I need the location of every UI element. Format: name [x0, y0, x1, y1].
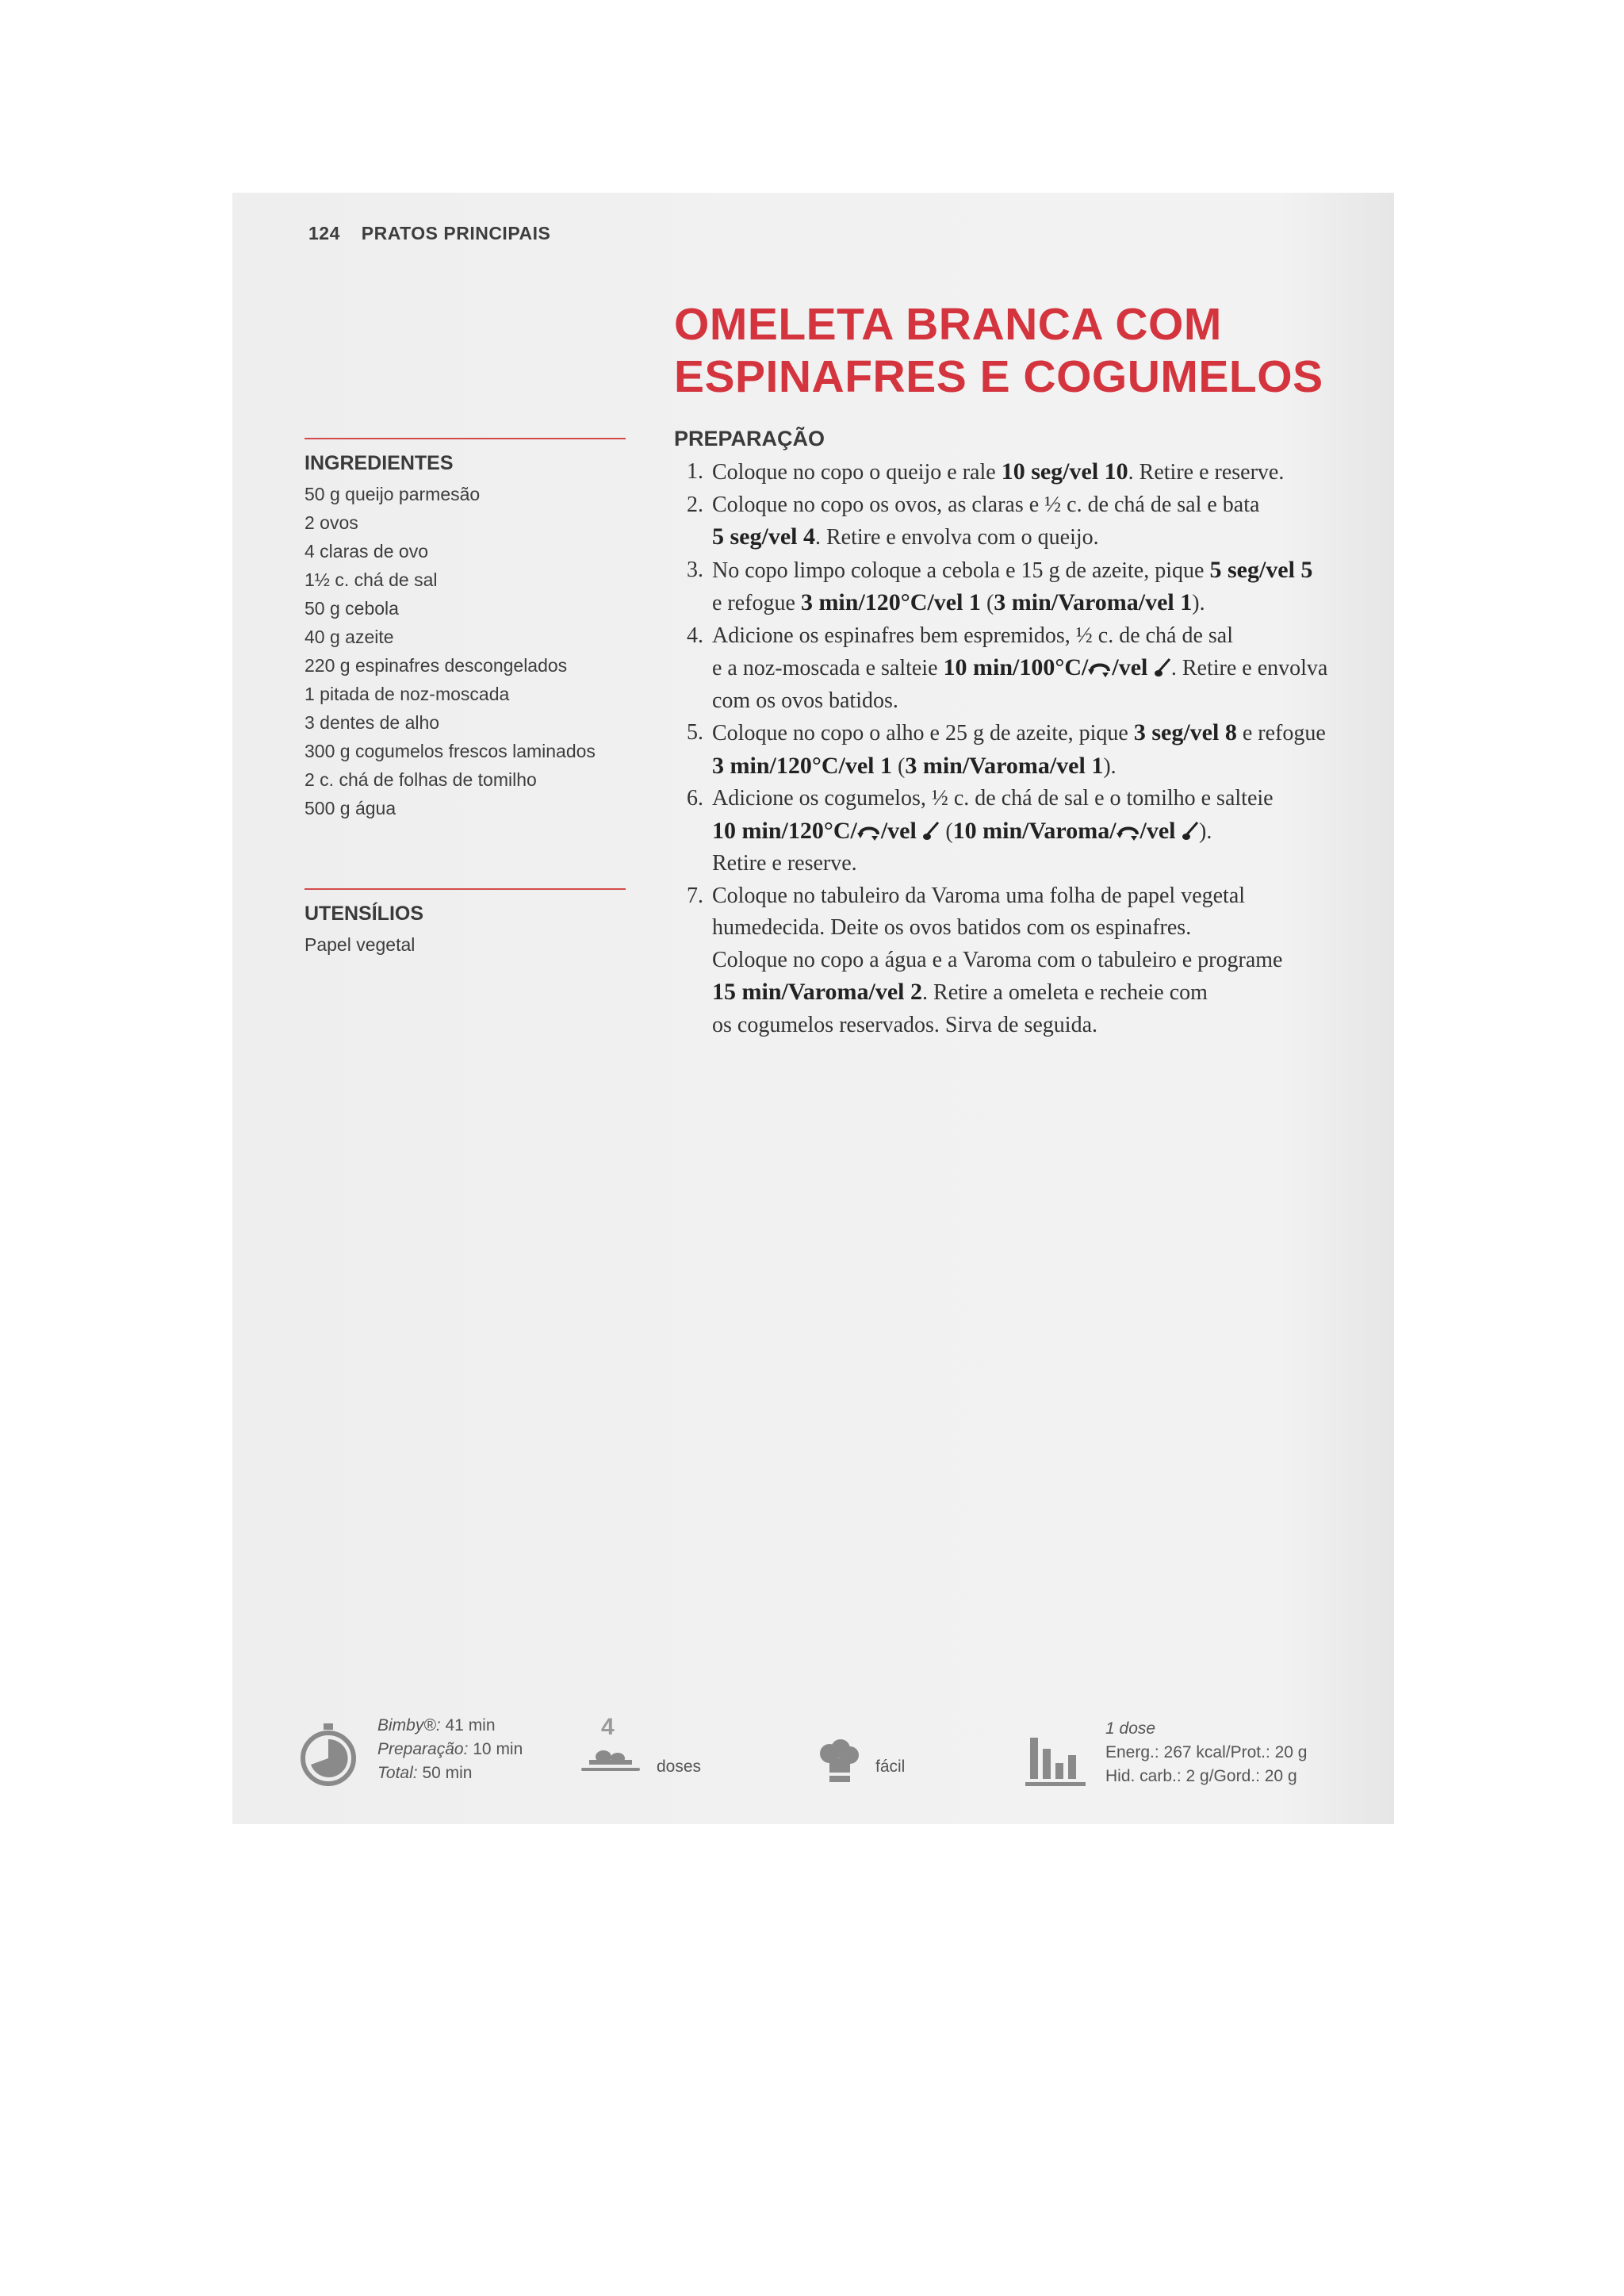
step-7 — [674, 880, 1356, 1042]
ingredients-divider — [304, 438, 626, 439]
step-text: Coloque no tabuleiro da Varoma uma folha de papel vegetal — [712, 883, 1246, 908]
step-setting: /vel — [1139, 817, 1182, 844]
preparation-steps — [674, 456, 1356, 1041]
spoon-speed-icon — [1154, 657, 1171, 678]
bimby-time-value: 41 min — [445, 1716, 496, 1734]
bimby-time-label: Bimby®: — [377, 1716, 441, 1734]
difficulty-label: fácil — [875, 1757, 906, 1776]
clock-icon — [300, 1722, 357, 1788]
prep-time-label: Preparação: — [377, 1740, 469, 1758]
spoon-speed-icon — [1182, 821, 1199, 841]
reverse-rotation-icon — [1088, 660, 1112, 677]
step-setting: 5 seg/vel 4 — [712, 523, 815, 550]
step-text: Coloque no copo a água e a Varoma com o tabuleiro e programe — [712, 947, 1283, 972]
nutrition-serving: 1 dose — [1105, 1719, 1156, 1738]
nutrition-carbs-fat: Hid. carb.: 2 g/Gord.: 20 g — [1105, 1767, 1297, 1785]
step-text: No copo limpo coloque a cebola e 15 g de azeite, pique — [712, 558, 1210, 583]
step-text: com os ovos batidos. — [712, 688, 898, 713]
step-number: 5. — [687, 720, 703, 745]
step-text: ). — [1103, 753, 1116, 779]
step-setting: 3 seg/vel 8 — [1133, 719, 1237, 746]
step-setting: 3 min/120°C/vel 1 — [800, 589, 981, 615]
chef-hat-icon — [815, 1739, 863, 1787]
utensils-divider — [304, 888, 626, 890]
step-4 — [674, 620, 1356, 718]
book-page — [232, 193, 1394, 1824]
step-text: . Retire e envolva com o queijo. — [814, 525, 1099, 550]
step-number: 7. — [687, 883, 703, 908]
doses-label: doses — [657, 1757, 702, 1776]
step-setting: 10 seg/vel 10 — [1001, 458, 1128, 485]
ingredients-section — [304, 438, 626, 822]
step-setting: 3 min/120°C/vel 1 — [712, 752, 892, 779]
ingredient-item: 500 g água — [304, 798, 396, 818]
reverse-rotation-icon — [1116, 823, 1140, 841]
step-1 — [674, 456, 1356, 489]
step-setting: 10 min/120°C/ — [712, 817, 857, 844]
preparation-heading: PREPARAÇÃO — [674, 427, 825, 450]
step-number: 6. — [687, 786, 703, 811]
step-6 — [674, 783, 1356, 880]
utensils-section — [304, 888, 626, 959]
step-setting: 10 min/100°C/ — [943, 654, 1089, 680]
utensils-heading: UTENSÍLIOS — [304, 903, 424, 925]
step-text: . Retire e envolva — [1170, 656, 1328, 680]
ingredient-item: 50 g cebola — [304, 598, 399, 619]
step-setting: 5 seg/vel 5 — [1209, 556, 1313, 583]
step-setting: /vel — [1112, 654, 1154, 680]
total-time-value: 50 min — [422, 1764, 473, 1782]
recipe-info-bar — [232, 1700, 1394, 1795]
ingredient-item: 300 g cogumelos frescos laminados — [304, 741, 596, 761]
step-setting: 10 min/Varoma/ — [952, 817, 1116, 844]
step-setting: 3 min/Varoma/vel 1 — [994, 589, 1193, 615]
ingredient-item: 220 g espinafres descongelados — [304, 655, 568, 676]
step-number: 3. — [687, 557, 703, 582]
ingredient-item: 4 claras de ovo — [304, 541, 428, 562]
step-3 — [674, 554, 1356, 620]
step-number: 2. — [687, 492, 703, 517]
step-text: . Retire e reserve. — [1128, 460, 1285, 485]
page-header — [308, 223, 566, 244]
doses-count: 4 — [601, 1714, 615, 1740]
total-time-label: Total: — [377, 1764, 418, 1782]
utensil-item: Papel vegetal — [304, 934, 416, 955]
step-number: 1. — [687, 459, 703, 484]
step-text: humedecida. Deite os ovos batidos com os espinafres. — [712, 915, 1192, 940]
ingredient-item: 2 c. chá de folhas de tomilho — [304, 769, 537, 790]
page-number: 124 — [308, 223, 340, 243]
step-text: os cogumelos reservados. Sirva de seguida. — [712, 1012, 1097, 1037]
step-text: Coloque no copo os ovos, as claras e ½ c. de chá de sal e bata — [712, 492, 1260, 517]
step-text: ( — [980, 591, 994, 615]
step-text: ). — [1199, 818, 1212, 844]
ingredient-item: 3 dentes de alho — [304, 712, 440, 733]
step-text: ( — [892, 753, 906, 779]
spoon-speed-icon — [922, 821, 940, 841]
step-text: e refogue — [712, 591, 801, 615]
step-text: Coloque no copo o alho e 25 g de azeite, pique — [712, 721, 1134, 746]
step-text: e a noz-moscada e salteie — [712, 656, 944, 680]
step-number: 4. — [687, 623, 703, 648]
step-text: e refogue — [1236, 721, 1326, 746]
ingredient-item: 50 g queijo parmesão — [304, 484, 481, 504]
recipe-title-line-2: ESPINAFRES E COGUMELOS — [674, 351, 1323, 402]
step-text: ( — [940, 818, 953, 844]
times-block — [377, 1714, 523, 1785]
recipe-title-line-1: OMELETA BRANCA COM — [674, 299, 1222, 350]
step-text: ). — [1192, 591, 1205, 615]
ingredient-item: 2 ovos — [304, 512, 358, 533]
ingredient-item: 1 pitada de noz-moscada — [304, 684, 510, 704]
section-title: PRATOS PRINCIPAIS — [361, 223, 551, 243]
ingredient-item: 1½ c. chá de sal — [304, 569, 438, 590]
recipe-title — [674, 298, 1340, 403]
step-text: Coloque no copo o queijo e rale — [712, 460, 1002, 485]
prep-time-value: 10 min — [473, 1740, 523, 1758]
ingredient-item: 40 g azeite — [304, 627, 394, 647]
ingredients-heading: INGREDIENTES — [304, 452, 454, 474]
ingredients-list — [304, 480, 626, 822]
step-5 — [674, 717, 1356, 783]
step-setting: 15 min/Varoma/vel 2 — [712, 979, 923, 1005]
step-text: Adicione os espinafres bem espremidos, ½ c. de chá de sal — [712, 623, 1234, 648]
step-text: . Retire a omeleta e recheie com — [922, 980, 1208, 1005]
nutrition-energy-protein: Energ.: 267 kcal/Prot.: 20 g — [1105, 1743, 1308, 1761]
reverse-rotation-icon — [857, 823, 881, 841]
step-text: Retire e reserve. — [712, 851, 857, 876]
bar-chart-icon — [1025, 1733, 1086, 1787]
plate-icon — [580, 1747, 642, 1776]
nutrition-block — [1105, 1717, 1307, 1788]
preparation-section — [674, 427, 1356, 1041]
step-setting: /vel — [880, 817, 923, 844]
step-setting: 3 min/Varoma/vel 1 — [905, 752, 1104, 779]
step-2 — [674, 489, 1356, 554]
step-text: Adicione os cogumelos, ½ c. de chá de sal e o tomilho e salteie — [712, 786, 1274, 811]
